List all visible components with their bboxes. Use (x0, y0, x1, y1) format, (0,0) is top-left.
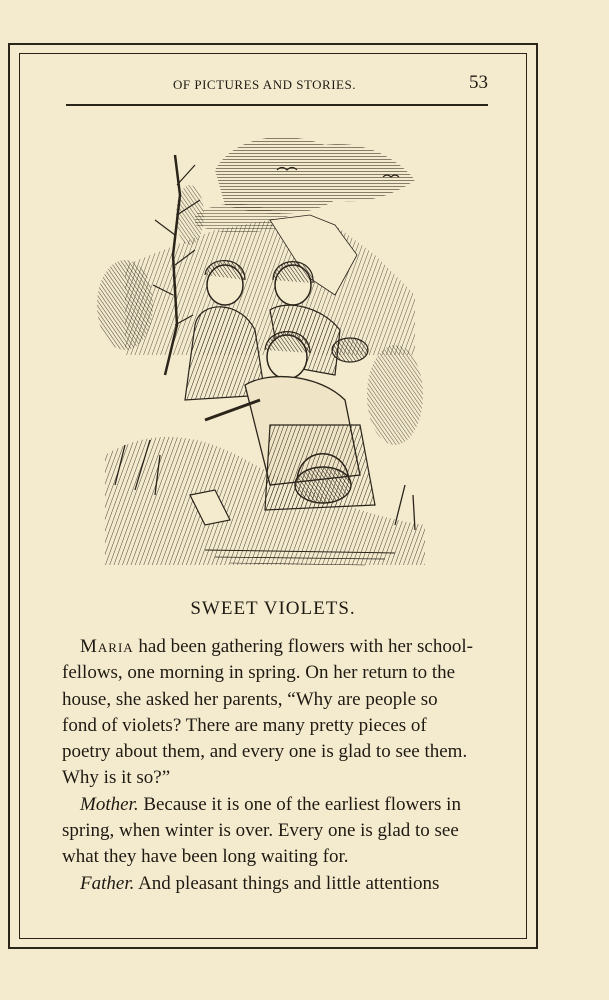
text-run: had been gathering flowers with her school- (138, 636, 473, 657)
text-line (62, 871, 490, 897)
text-line: house, she asked her parents, “Why are people so (62, 688, 438, 710)
text-line (62, 792, 490, 818)
running-title: OF PICTURES AND STORIES. (173, 77, 356, 92)
text-line: fond of violets? There are many pretty pieces of (62, 714, 427, 736)
text-line (62, 634, 490, 660)
text-line: poetry about them, and every one is glad to see them. (62, 741, 468, 763)
violets-engraving (95, 125, 430, 580)
character-name: Maria (80, 636, 134, 657)
page-number: 53 (469, 72, 488, 93)
speaker-label: Mother. (80, 793, 139, 815)
speaker-label: Father. (80, 872, 135, 894)
body-text (62, 634, 490, 897)
text-line: what they have been long waiting for. (62, 846, 349, 868)
text-run: Because it is one of the earliest flowers in (143, 793, 461, 815)
text-run: And pleasant things and little attentions (138, 872, 440, 894)
text-line: spring, when winter is over. Every one is glad to see (62, 820, 459, 842)
section-title: SWEET VIOLETS. (190, 598, 356, 619)
text-line: Why is it so?” (62, 767, 171, 789)
header-rule (66, 104, 488, 106)
text-line: fellows, one morning in spring. On her return to the (62, 662, 456, 684)
running-head (60, 72, 490, 96)
